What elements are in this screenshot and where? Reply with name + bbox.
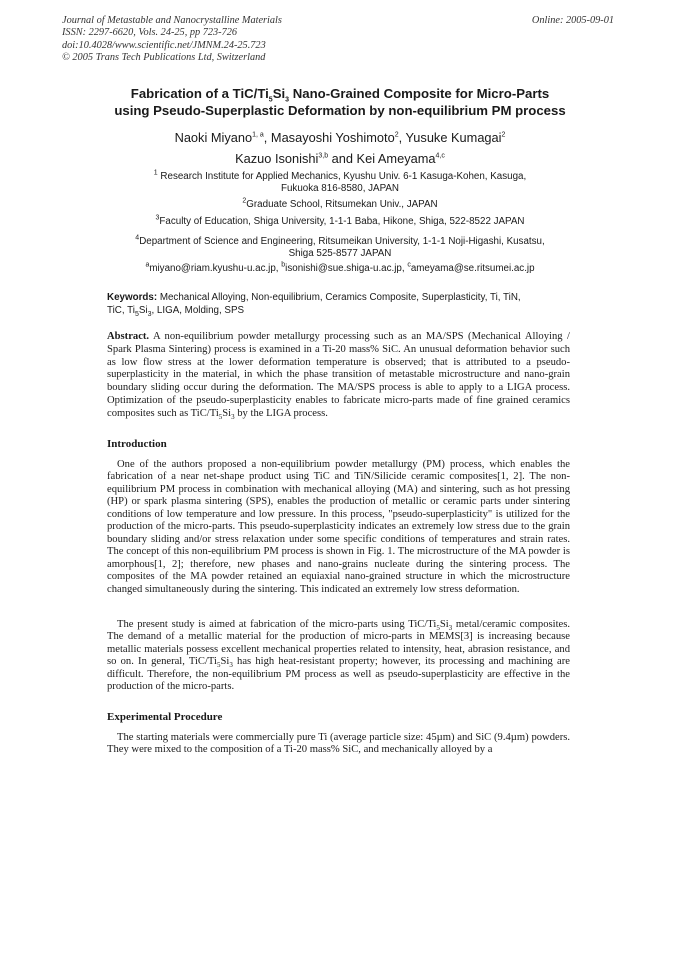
issn-line: ISSN: 2297-6620, Vols. 24-25, pp 723-726 — [62, 27, 238, 39]
experimental-paragraph-1: The starting materials were commercially pure Ti (average particle size: 45µm) and SiC (9.4µm) powders. They were mixed to the composition of a Ti-20 mass% SiC, and mechanically alloyed by a — [107, 732, 570, 756]
journal-header — [62, 15, 622, 65]
title-line-2: using Pseudo-Superplastic Deformation by non-equilibrium PM process — [114, 103, 566, 118]
author-list: Naoki Miyano$^{1, a}$, Masayoshi Yoshimoto$^2$, Yusuke Kumagai$^2$ Kazuo Isonishi$^{3,b}$ and Kei Ameyama$^{4,c}$ — [174, 130, 506, 166]
online-date: Online: 2005-09-01 — [531, 15, 614, 26]
introduction-paragraph-1: One of the authors proposed a non-equilibrium powder metallurgy (PM) process, which enables the fabrication of a near net-shape product using TiC and TiN/Silicide ceramic composites[1, 2]. The non-equilibrium PM process in combination with mechanical alloying (MA) and sintering, such as hot pressing (HP) or spark plasma sintering (SPS), enables the production of metallic or ceramic parts under sintering conditions of low temperature and low pressure. In this process, "pseudo-superplasticity" is utilized for the production of the micro-parts. This pseudo-superplasticity indicates an extremely low stress due to the grain boundary sliding and/or stress relaxation under some specific conditions of temperatures and strain rates. The concept of this non-equilibrium PM process is shown in Fig. 1. The microstructure of the MA powder is amorphous[1, 2]; therefore, new phases and nano-grains nucleate during the sintering process. The composites of the MA powder retained an equiaxial nano-grained structure in which the microstructure changed simultaneously during the sintering. This indicated an extremely low stress deformation. — [107, 459, 570, 595]
author-name: , Yusuke Kumagai — [398, 130, 502, 145]
copyright-line: © 2005 Trans Tech Publications Ltd, Switzerland — [62, 52, 266, 64]
affiliation-1: $^1$ Research Institute for Applied Mechanics, Kyushu Univ. 6-1 Kasuga-Kohen, Kasuga, Fukuoka 816-8580, JAPAN — [153, 169, 527, 194]
author-name: Naoki Miyano — [174, 130, 253, 145]
author-name: Kazuo Isonishi — [235, 151, 319, 166]
affiliation-4: $^4$Department of Science and Engineering, Ritsumeikan University, 1-1-1 Noji-Higashi, Kusatsu, Shiga 525-8577 JAPAN — [135, 234, 545, 259]
section-heading-experimental: Experimental Procedure — [107, 711, 223, 723]
abstract-label: Abstract. — [107, 331, 150, 342]
email-link[interactable]: isonishi@sue.shiga-u.ac.jp, — [285, 263, 408, 274]
introduction-paragraph-2: The present study is aimed at fabrication of the micro-parts using TiC/$Ti_5Si_3$ metal/ceramic composites. The demand of a metallic material for the production of micro-parts in MEMS[3] is increasing because metallic materials possess excellent mechanical properties related to intensity, heat, abrasion resistance, and so on. In general, TiC/$Ti_5Si_3$ has high heat-resistant property; however, its processing and machining are difficult. Therefore, the non-equilibrium PM process as well as pseudo-superplasticity are effective in the production of the micro-parts. — [107, 619, 571, 693]
keywords: Keywords: Mechanical Alloying, Non-equilibrium, Ceramics Composite, Superplasticity, Ti, TiN, TiC, $Ti_5Si_3$, LIGA, Molding, SPS — [107, 292, 521, 318]
section-heading-introduction: Introduction — [107, 438, 167, 450]
keywords-label: Keywords: — [107, 292, 158, 303]
email-addresses: $^a$miyano@riam.kyushu-u.ac.jp, $^b$isonishi@sue.shiga-u.ac.jp, $^c$ameyama@se.ritsumei.ac.jp — [145, 261, 535, 274]
email-link[interactable]: ameyama@se.ritsumei.ac.jp — [410, 263, 535, 274]
author-name: , Masayoshi Yoshimoto — [263, 130, 395, 145]
affiliation-3: $^3$Faculty of Education, Shiga University, 1-1-1 Baba, Hikone, Shiga, 522-8522 JAPAN — [155, 214, 525, 227]
title-line-1: Fabrication of a TiC/$Ti_5Si_3$ Nano-Grained Composite for Micro-Parts — [130, 86, 550, 104]
doi-line: doi:10.4028/www.scientific.net/JMNM.24-25.723 — [62, 39, 266, 51]
abstract: Abstract. A non-equilibrium powder metallurgy processing such as an MA/SPS (Mechanical Alloying / Spark Plasma Sintering) process is examined in a Ti-20 mass% SiC. An unusual deformation behavior such as low flow stress at the lower deformation temperature is observed; that is attributed to a pseudo-superplasticity in the material, in which the phase transition of metastable microstructure and nano-grain boundary sliding occur during the deformation. The MA/SPS process is able to apply to a LIGA process. Optimization of the pseudo-superplasticity enables to fabricate micro-parts made of fine grained ceramics composites such as TiC/$Ti_5Si_3$ by the LIGA process. — [107, 331, 570, 421]
author-name: and Kei Ameyama — [328, 151, 436, 166]
affiliation-2: $^2$Graduate School, Ritsumekan Univ., JAPAN — [242, 197, 438, 210]
paper-title — [70, 85, 610, 119]
journal-name: Journal of Metastable and Nanocrystalline Materials — [62, 15, 282, 26]
email-link[interactable]: miyano@riam.kyushu-u.ac.jp, — [149, 263, 282, 274]
